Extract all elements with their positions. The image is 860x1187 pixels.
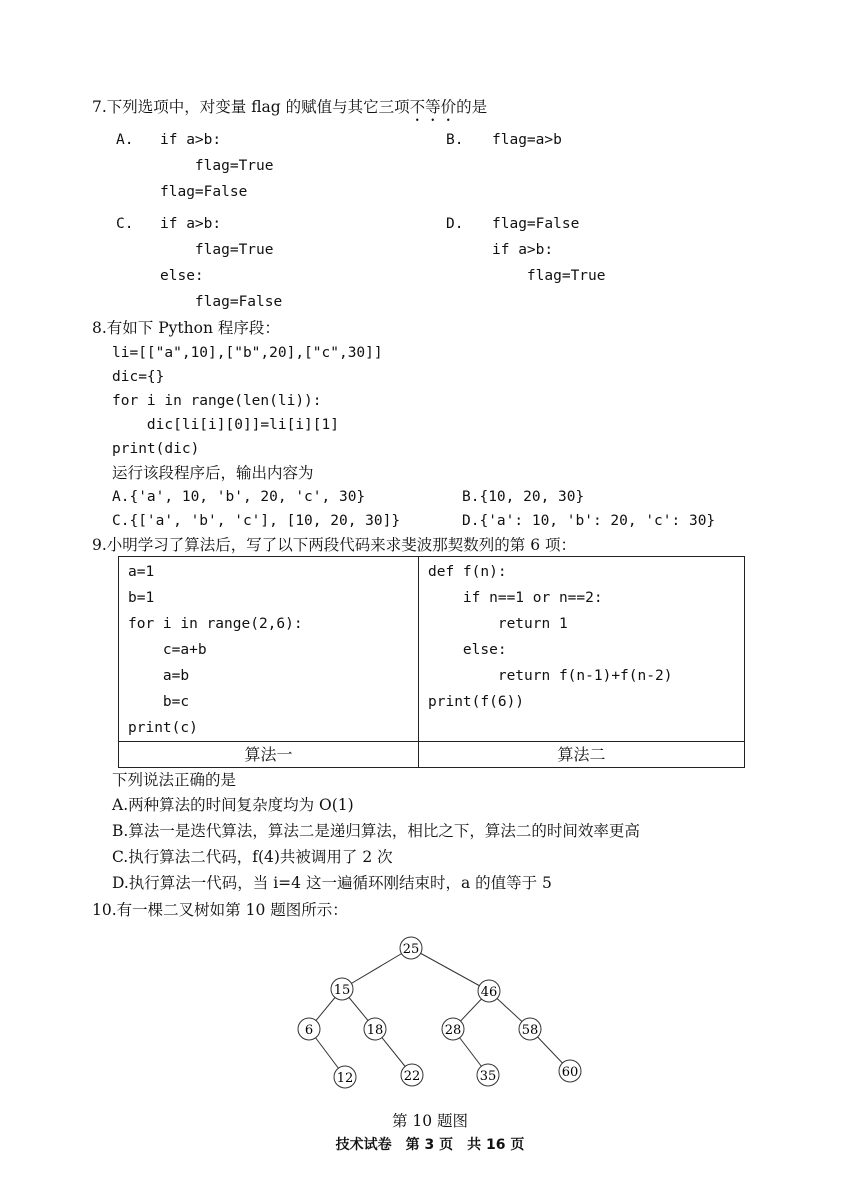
algo2-code-line: print(f(6)) [428, 694, 525, 710]
algo1-code-line: c=a+b [128, 642, 207, 658]
tree-node-18 [364, 1018, 386, 1040]
algo2-code-line: if n==1 or n==2: [428, 590, 603, 606]
q8-option-a: A.{'a', 10, 'b', 20, 'c', 30} [112, 489, 366, 505]
svg-text:12: 12 [336, 1071, 354, 1086]
tree-node-15 [331, 978, 353, 1000]
algo1-code-cell [119, 557, 419, 742]
algo1-code-line: a=1 [128, 564, 155, 580]
q8-code-line: dic={} [112, 369, 165, 385]
q7-option-d-label: D. [446, 216, 464, 232]
figure-caption: 第 10 题图 [391, 1112, 469, 1130]
tree-edge [411, 948, 489, 991]
q7-stem-post: 的是 [456, 98, 488, 116]
q7-stem-pre: 7.下列选项中，对变量 flag 的赋值与其它三项 [92, 98, 410, 116]
q8-code-line: dic[li[i][0]]=li[i][1] [112, 417, 339, 433]
page-footer: 技术试卷 第 3 页 共 16 页 [335, 1137, 525, 1153]
q9-option-b: B.算法一是迭代算法，算法二是递归算法，相比之下，算法二的时间效率更高 [112, 822, 640, 840]
tree-node-28 [442, 1018, 464, 1040]
algo1-caption: 算法一 [119, 742, 419, 768]
q8-option-d: D.{'a': 10, 'b': 20, 'c': 30} [462, 513, 716, 529]
svg-text:15: 15 [333, 983, 351, 998]
q7-option-c-line: if a>b: [160, 216, 222, 232]
q9-option-c: C.执行算法二代码，f(4)共被调用了 2 次 [112, 848, 393, 866]
algo2-code-line: else: [428, 642, 507, 658]
q7-stem [92, 96, 487, 125]
tree-node-60 [559, 1060, 581, 1082]
q9-stem: 9.小明学习了算法后，写了以下两段代码来求斐波那契数列的第 6 项： [92, 536, 577, 554]
algo1-code-line: b=1 [128, 590, 155, 606]
q9-prompt: 下列说法正确的是 [112, 771, 237, 789]
q8-code-line: for i in range(len(li)): [112, 393, 322, 409]
svg-text:18: 18 [366, 1023, 384, 1038]
q8-code-line: print(dic) [112, 441, 200, 457]
algo2-code-line: return 1 [428, 616, 568, 632]
svg-text:35: 35 [479, 1069, 497, 1084]
algo1-code-line: b=c [128, 694, 190, 710]
q7-option-a-line: flag=True [160, 158, 274, 174]
q7-option-b-label: B. [446, 132, 464, 148]
q8-stem: 8.有如下 Python 程序段： [92, 319, 280, 337]
algo2-caption: 算法二 [419, 742, 745, 768]
algo2-code-line: return f(n-1)+f(n-2) [428, 668, 673, 684]
tree-edges [309, 948, 570, 1077]
tree-node-35 [477, 1064, 499, 1086]
svg-text:60: 60 [561, 1065, 579, 1080]
q7-option-a-line: flag=False [160, 184, 248, 200]
algo1-code-line: a=b [128, 668, 190, 684]
tree-node-12 [334, 1066, 356, 1088]
q8-code-line: li=[["a",10],["b",20],["c",30]] [112, 345, 383, 361]
svg-text:25: 25 [402, 942, 420, 957]
svg-text:46: 46 [480, 985, 498, 1000]
q8-option-b: B.{10, 20, 30} [462, 489, 585, 505]
q7-option-a-label: A. [116, 132, 134, 148]
algo2-code-line: def f(n): [428, 564, 507, 580]
tree-node-58 [519, 1018, 541, 1040]
algo1-code-line: for i in range(2,6): [128, 616, 303, 632]
q8-prompt: 运行该段程序后，输出内容为 [112, 464, 314, 482]
tree-node-25 [400, 937, 422, 959]
q10-stem: 10.有一棵二叉树如第 10 题图所示： [92, 901, 348, 919]
q7-option-c-line: flag=True [160, 242, 274, 258]
algo1-code-line: print(c) [128, 720, 198, 736]
q7-option-d-line: if a>b: [492, 242, 554, 258]
binary-tree-diagram [280, 930, 590, 1100]
q7-stem-emph: 不等价 [409, 98, 457, 116]
svg-text:22: 22 [403, 1069, 421, 1084]
tree-node-46 [478, 980, 500, 1002]
q7-option-d-line: flag=False [492, 216, 580, 232]
svg-text:58: 58 [521, 1023, 539, 1038]
q7-option-b-line: flag=a>b [492, 132, 562, 148]
tree-node-6 [298, 1018, 320, 1040]
algo2-code-cell [419, 557, 745, 742]
q7-option-c-label: C. [116, 216, 134, 232]
q9-option-a: A.两种算法的时间复杂度均为 O(1) [112, 796, 354, 814]
q9-code-table [118, 556, 745, 768]
q7-option-c-line: flag=False [160, 294, 283, 310]
q7-option-c-line: else: [160, 268, 204, 284]
q7-option-a-line: if a>b: [160, 132, 222, 148]
q7-option-d-line: flag=True [492, 268, 606, 284]
tree-node-22 [401, 1064, 423, 1086]
q8-option-c: C.{['a', 'b', 'c'], [10, 20, 30]} [112, 513, 401, 529]
svg-text:6: 6 [304, 1023, 314, 1038]
tree-edge [342, 948, 411, 989]
svg-text:28: 28 [444, 1023, 462, 1038]
q9-option-d: D.执行算法一代码，当 i=4 这一遍循环刚结束时，a 的值等于 5 [112, 874, 552, 892]
